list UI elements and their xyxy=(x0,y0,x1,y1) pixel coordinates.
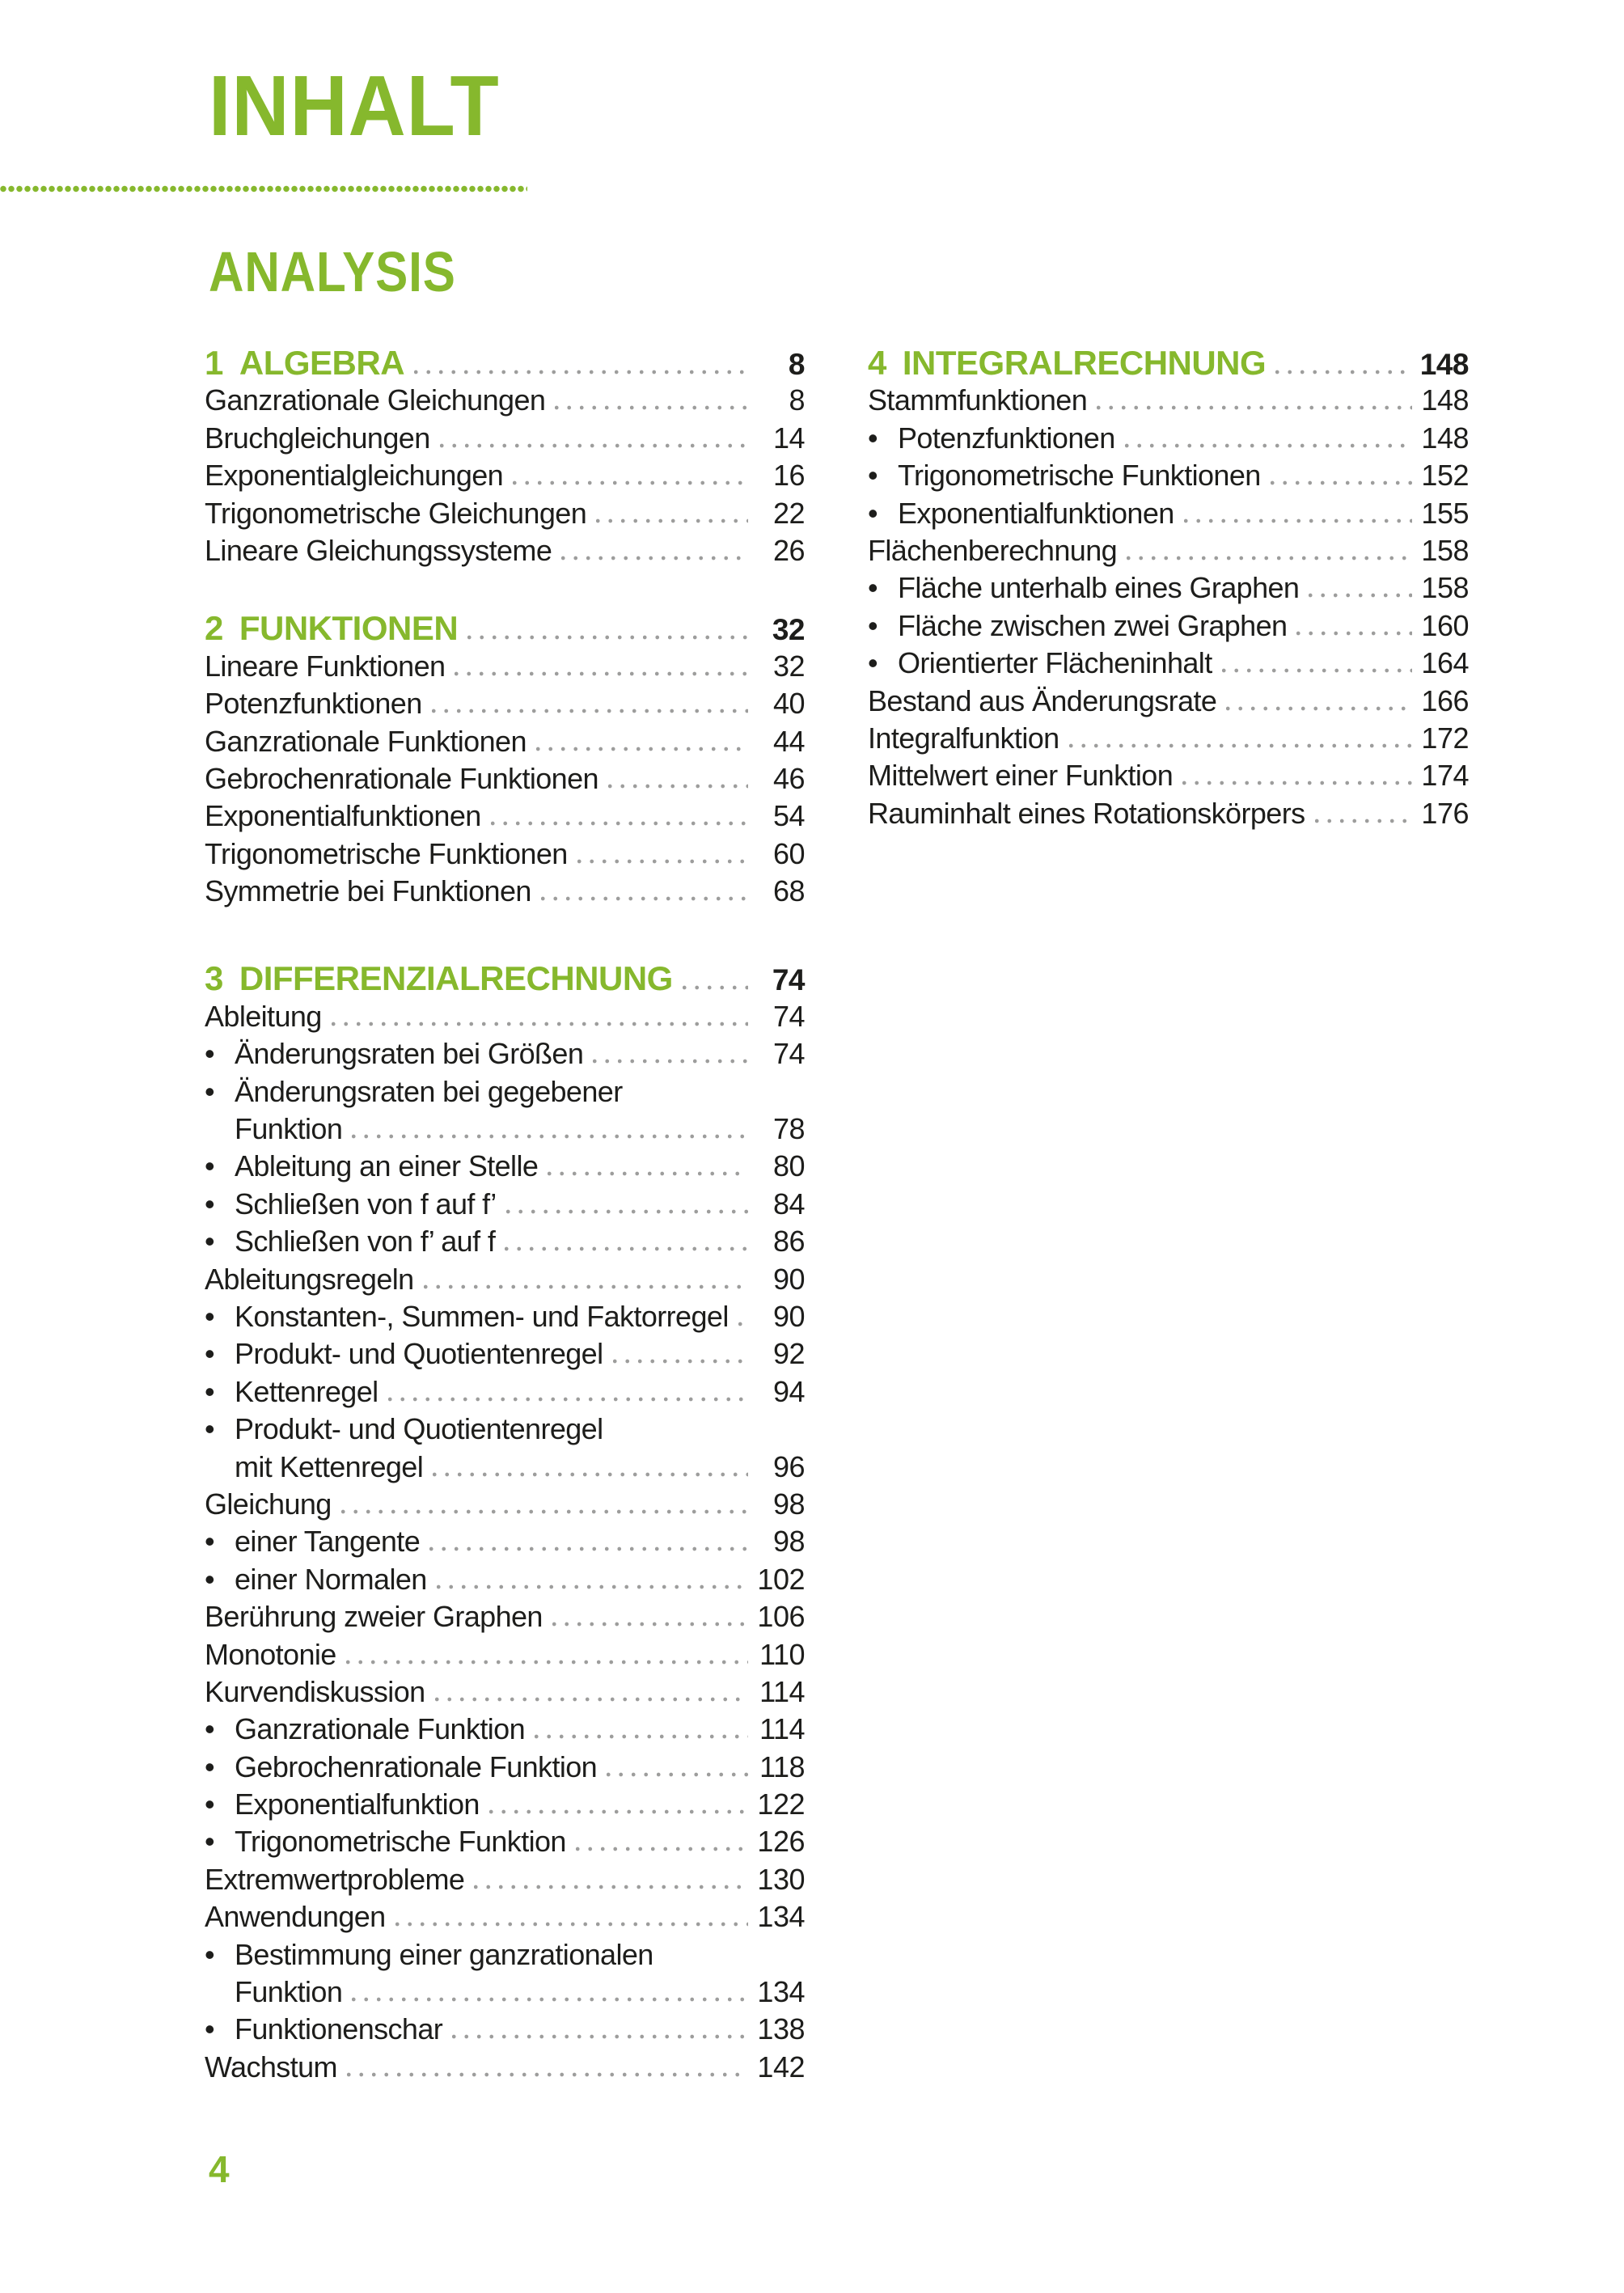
dot-leader xyxy=(346,1660,748,1665)
entry-label: Ganzrationale Funktion xyxy=(235,1712,526,1746)
entry-label: Funktion xyxy=(235,1112,343,1146)
entry-page-number: 98 xyxy=(772,1525,805,1559)
entry-page-number: 134 xyxy=(757,1900,805,1934)
toc-entry xyxy=(205,1936,805,1974)
entry-label: Produkt- und Quotientenregel xyxy=(235,1412,603,1446)
dot-leader xyxy=(1226,706,1412,711)
entry-label: Fläche zwischen zwei Graphen xyxy=(898,608,1288,642)
dot-leader xyxy=(1296,631,1412,636)
entry-page-number: 90 xyxy=(772,1262,805,1296)
dot-leader xyxy=(352,1997,748,2002)
entry-page-number: 94 xyxy=(772,1374,805,1408)
toc-entry xyxy=(205,1711,805,1748)
section-number: 3 xyxy=(205,959,223,998)
entry-label: einer Tangente xyxy=(235,1525,421,1559)
bullet-icon: • xyxy=(205,1525,215,1559)
toc-section-heading xyxy=(205,345,805,382)
dot-leader xyxy=(1309,593,1412,598)
entry-label: Integralfunktion xyxy=(868,721,1059,755)
entry-page-number: 90 xyxy=(772,1299,805,1333)
toc-entry xyxy=(205,1373,805,1411)
toc-entry xyxy=(205,1823,805,1860)
entry-page-number: 126 xyxy=(757,1825,805,1859)
entry-label: Lineare Gleichungssysteme xyxy=(205,533,552,567)
dot-leader xyxy=(491,821,748,826)
toc-entry xyxy=(205,1298,805,1335)
toc-entry xyxy=(205,1523,805,1560)
bullet-icon: • xyxy=(205,1937,215,1971)
dot-leader xyxy=(440,443,748,448)
entry-page-number: 16 xyxy=(772,459,805,493)
toc-entry xyxy=(205,1335,805,1373)
dot-leader xyxy=(432,709,748,713)
dot-leader xyxy=(555,405,748,410)
entry-label: Orientierter Flächeninhalt xyxy=(898,646,1212,680)
dot-leader xyxy=(332,1022,748,1026)
entry-page-number: 84 xyxy=(772,1187,805,1221)
toc-entry xyxy=(205,495,805,532)
section-page-number: 74 xyxy=(772,963,805,997)
dot-leader xyxy=(388,1397,748,1402)
entry-page-number: 92 xyxy=(772,1337,805,1371)
dot-leader xyxy=(506,1209,748,1214)
section-entries xyxy=(205,382,805,569)
dot-leader xyxy=(593,1059,748,1064)
entry-label: Bruchgleichungen xyxy=(205,421,430,455)
dot-leader xyxy=(395,1922,748,1927)
entry-label: Symmetrie bei Funktionen xyxy=(205,874,531,908)
entry-label: Exponentialgleichungen xyxy=(205,459,504,493)
entry-page-number: 106 xyxy=(757,1600,805,1634)
dot-leader xyxy=(1182,781,1412,785)
entry-page-number: 74 xyxy=(772,999,805,1033)
bullet-icon: • xyxy=(205,1562,215,1596)
entry-page-number: 60 xyxy=(772,836,805,870)
dot-leader xyxy=(1125,443,1412,448)
toc-section xyxy=(868,345,1469,832)
dot-leader xyxy=(1097,405,1412,410)
entry-label: Exponentialfunktionen xyxy=(898,496,1174,530)
entry-page-number: 174 xyxy=(1421,759,1469,793)
bullet-icon: • xyxy=(205,1299,215,1333)
dot-leader xyxy=(1069,743,1412,748)
toc-entry xyxy=(868,495,1469,532)
toc-entry xyxy=(205,873,805,910)
toc-entry xyxy=(205,1486,805,1523)
entry-page-number: 46 xyxy=(772,761,805,795)
entry-label: Gleichung xyxy=(205,1487,332,1521)
dot-leader xyxy=(683,985,748,990)
dot-leader xyxy=(1275,370,1412,374)
bullet-icon: • xyxy=(205,1149,215,1183)
dot-leader xyxy=(489,1809,748,1814)
entry-page-number: 176 xyxy=(1421,796,1469,830)
entry-label: Bestimmung einer ganzrationalen xyxy=(235,1937,653,1971)
entry-page-number: 74 xyxy=(772,1037,805,1071)
entry-page-number: 158 xyxy=(1421,571,1469,605)
entry-page-number: 118 xyxy=(759,1749,805,1783)
dot-leader xyxy=(548,1171,748,1176)
entry-label: Lineare Funktionen xyxy=(205,649,446,683)
entry-label: Funktionenschar xyxy=(235,2012,443,2046)
dot-leader xyxy=(414,370,748,374)
entry-label: Ableitung an einer Stelle xyxy=(235,1149,539,1183)
entry-page-number: 114 xyxy=(759,1712,805,1746)
toc-entry xyxy=(868,795,1469,832)
toc-entry xyxy=(205,1223,805,1260)
dot-leader xyxy=(1127,556,1412,561)
toc-entry xyxy=(868,420,1469,457)
entry-page-number: 44 xyxy=(772,724,805,758)
entry-page-number: 164 xyxy=(1421,646,1469,680)
entry-page-number: 32 xyxy=(772,649,805,683)
toc-column-left xyxy=(205,345,805,2086)
page-title: INHALT xyxy=(209,58,500,154)
dot-leader xyxy=(352,1134,748,1139)
dot-leader xyxy=(513,480,748,485)
chapter-group-title: ANALYSIS xyxy=(209,240,456,303)
entry-page-number: 172 xyxy=(1421,721,1469,755)
entry-page-number: 98 xyxy=(772,1487,805,1521)
toc-entry xyxy=(205,1861,805,1898)
toc-entry xyxy=(205,1449,805,1486)
entry-label: Trigonometrische Funktionen xyxy=(205,836,568,870)
entry-label: Monotonie xyxy=(205,1637,336,1671)
entry-page-number: 142 xyxy=(757,2050,805,2084)
dot-leader xyxy=(435,1697,748,1702)
entry-page-number: 152 xyxy=(1421,459,1469,493)
toc-section xyxy=(205,345,805,569)
toc-entry xyxy=(205,1111,805,1148)
section-entries xyxy=(205,998,805,2086)
bullet-icon: • xyxy=(868,496,878,530)
dot-leader xyxy=(577,859,748,864)
dot-leader xyxy=(608,784,748,789)
entry-page-number: 78 xyxy=(772,1112,805,1146)
dot-leader xyxy=(1184,518,1412,523)
dot-leader xyxy=(1271,480,1412,485)
section-page-number: 32 xyxy=(772,613,805,647)
entry-label: Schließen von f auf f’ xyxy=(235,1187,497,1221)
toc-entry xyxy=(205,1898,805,1936)
dot-leader xyxy=(607,1772,748,1777)
toc-section xyxy=(205,960,805,2086)
entry-label: einer Normalen xyxy=(235,1562,427,1596)
section-page-number: 8 xyxy=(788,348,805,381)
entry-page-number: 166 xyxy=(1421,683,1469,717)
dot-leader xyxy=(341,1509,748,1514)
entry-label: Gebrochenrationale Funktion xyxy=(235,1749,598,1783)
entry-label: Schließen von f’ auf f xyxy=(235,1225,496,1259)
entry-label: Exponentialfunktion xyxy=(235,1787,480,1821)
dot-leader xyxy=(596,518,748,523)
bullet-icon: • xyxy=(205,2012,215,2046)
entry-page-number: 138 xyxy=(757,2012,805,2046)
toc-entry xyxy=(205,1749,805,1786)
section-label xyxy=(868,345,1266,382)
entry-page-number: 68 xyxy=(772,874,805,908)
section-title: INTEGRALRECHNUNG xyxy=(902,344,1267,382)
entry-label: Änderungsraten bei gegebener xyxy=(235,1074,623,1108)
footer-page-number: 4 xyxy=(209,2148,230,2190)
dot-leader xyxy=(437,1584,748,1589)
toc-section-heading xyxy=(205,960,805,997)
toc-entry xyxy=(868,382,1469,419)
dot-leader xyxy=(552,1622,748,1627)
entry-label: Ganzrationale Funktionen xyxy=(205,724,527,758)
bullet-icon: • xyxy=(205,1225,215,1259)
toc-entry xyxy=(868,645,1469,682)
entry-page-number: 40 xyxy=(772,687,805,721)
toc-section xyxy=(205,610,805,910)
toc-entry xyxy=(868,607,1469,645)
entry-label: Bestand aus Änderungsrate xyxy=(868,683,1217,717)
entry-label: Extremwertprobleme xyxy=(205,1862,465,1896)
dot-leader xyxy=(613,1359,748,1364)
entry-page-number: 14 xyxy=(772,421,805,455)
toc-entry xyxy=(205,2049,805,2086)
entry-label: mit Kettenregel xyxy=(235,1449,424,1483)
toc-entry xyxy=(205,1673,805,1711)
dot-leader xyxy=(424,1284,748,1289)
entry-label: Rauminhalt eines Rotationskörpers xyxy=(868,796,1305,830)
entry-page-number: 160 xyxy=(1421,608,1469,642)
dot-leader xyxy=(474,1885,748,1889)
dot-leader xyxy=(576,1847,748,1851)
entry-label: Flächenberechnung xyxy=(868,533,1118,567)
section-title: DIFFERENZIALRECHNUNG xyxy=(239,959,673,998)
toc-entry xyxy=(205,2011,805,2048)
toc-entry xyxy=(205,797,805,835)
dot-leader xyxy=(467,635,748,640)
entry-page-number: 26 xyxy=(772,533,805,567)
toc-entry xyxy=(205,1561,805,1598)
entry-label: Anwendungen xyxy=(205,1900,386,1934)
entry-page-number: 54 xyxy=(772,799,805,833)
entry-label: Trigonometrische Gleichungen xyxy=(205,496,587,530)
entry-page-number: 122 xyxy=(757,1787,805,1821)
entry-page-number: 110 xyxy=(759,1637,805,1671)
dot-leader xyxy=(1222,668,1412,673)
dot-leader xyxy=(347,2072,748,2077)
toc-entry xyxy=(205,998,805,1035)
toc-entry xyxy=(868,757,1469,794)
dot-leader xyxy=(455,671,748,676)
toc-entry xyxy=(205,457,805,494)
section-title: ALGEBRA xyxy=(239,344,405,382)
dotted-rule xyxy=(0,185,527,192)
toc-entry xyxy=(205,723,805,760)
entry-label: Funktion xyxy=(235,1975,343,2009)
toc-entry xyxy=(205,760,805,797)
toc-section-heading xyxy=(868,345,1469,382)
bullet-icon: • xyxy=(205,1825,215,1859)
dot-leader xyxy=(535,1734,748,1739)
bullet-icon: • xyxy=(205,1712,215,1746)
toc-column-right xyxy=(868,345,1469,832)
toc-entry xyxy=(868,683,1469,720)
toc-entry xyxy=(868,457,1469,494)
bullet-icon: • xyxy=(205,1074,215,1108)
toc-section-heading xyxy=(205,610,805,647)
section-title: FUNKTIONEN xyxy=(239,609,459,648)
entry-label: Wachstum xyxy=(205,2050,337,2084)
dot-leader xyxy=(541,896,748,901)
toc-entry xyxy=(205,420,805,457)
dot-leader xyxy=(505,1246,748,1251)
toc-entry xyxy=(205,382,805,419)
section-label xyxy=(205,610,458,647)
entry-label: Gebrochenrationale Funktionen xyxy=(205,761,598,795)
toc-entry xyxy=(205,532,805,569)
entry-label: Kettenregel xyxy=(235,1374,379,1408)
toc-entry xyxy=(205,1974,805,2011)
toc-entry xyxy=(868,569,1469,607)
entry-page-number: 158 xyxy=(1421,533,1469,567)
entry-label: Mittelwert einer Funktion xyxy=(868,759,1174,793)
entry-label: Änderungsraten bei Größen xyxy=(235,1037,584,1071)
toc-entry xyxy=(205,1148,805,1185)
section-entries xyxy=(868,382,1469,832)
toc-entry xyxy=(205,1035,805,1072)
entry-label: Exponentialfunktionen xyxy=(205,799,481,833)
entry-page-number: 102 xyxy=(757,1562,805,1596)
entry-label: Ganzrationale Gleichungen xyxy=(205,383,546,417)
entry-page-number: 80 xyxy=(772,1149,805,1183)
entry-page-number: 155 xyxy=(1421,496,1469,530)
section-number: 4 xyxy=(868,344,886,382)
entry-page-number: 86 xyxy=(772,1225,805,1259)
section-label xyxy=(205,960,673,997)
entry-page-number: 96 xyxy=(772,1449,805,1483)
toc-entry xyxy=(205,1073,805,1111)
toc-entry xyxy=(868,532,1469,569)
entry-label: Produkt- und Quotientenregel xyxy=(235,1337,603,1371)
toc-entry xyxy=(868,720,1469,757)
section-number: 2 xyxy=(205,609,223,648)
bullet-icon: • xyxy=(205,1337,215,1371)
bullet-icon: • xyxy=(868,459,878,493)
bullet-icon: • xyxy=(205,1412,215,1446)
entry-label: Potenzfunktionen xyxy=(898,421,1115,455)
dot-leader xyxy=(429,1546,748,1551)
entry-label: Stammfunktionen xyxy=(868,383,1088,417)
entry-label: Kurvendiskussion xyxy=(205,1674,425,1708)
dot-leader xyxy=(433,1472,748,1477)
toc-entry xyxy=(205,648,805,685)
bullet-icon: • xyxy=(205,1187,215,1221)
bullet-icon: • xyxy=(205,1787,215,1821)
entry-label: Trigonometrische Funktionen xyxy=(898,459,1261,493)
toc-entry xyxy=(205,1261,805,1298)
entry-label: Konstanten-, Summen- und Faktorregel xyxy=(235,1299,729,1333)
entry-page-number: 148 xyxy=(1421,421,1469,455)
bullet-icon: • xyxy=(868,421,878,455)
bullet-icon: • xyxy=(868,608,878,642)
section-number: 1 xyxy=(205,344,223,382)
toc-entry xyxy=(205,1636,805,1673)
entry-label: Potenzfunktionen xyxy=(205,687,422,721)
bullet-icon: • xyxy=(205,1037,215,1071)
section-entries xyxy=(205,648,805,911)
toc-entry xyxy=(205,1186,805,1223)
bullet-icon: • xyxy=(868,571,878,605)
toc-entry xyxy=(205,685,805,722)
toc-entry xyxy=(205,1411,805,1448)
toc-entry xyxy=(205,1598,805,1635)
dot-leader xyxy=(738,1322,748,1326)
entry-page-number: 134 xyxy=(757,1975,805,2009)
bullet-icon: • xyxy=(205,1374,215,1408)
entry-page-number: 130 xyxy=(757,1862,805,1896)
dot-leader xyxy=(561,556,748,561)
bullet-icon: • xyxy=(868,646,878,680)
section-label xyxy=(205,345,404,382)
entry-page-number: 22 xyxy=(772,496,805,530)
entry-label: Trigonometrische Funktion xyxy=(235,1825,566,1859)
section-page-number: 148 xyxy=(1419,348,1469,381)
dot-leader xyxy=(536,747,748,751)
toc-entry xyxy=(205,1786,805,1823)
entry-page-number: 148 xyxy=(1421,383,1469,417)
entry-page-number: 114 xyxy=(759,1674,805,1708)
dot-leader xyxy=(1315,819,1413,823)
entry-label: Fläche unterhalb eines Graphen xyxy=(898,571,1300,605)
entry-page-number: 8 xyxy=(789,383,805,417)
entry-label: Berührung zweier Graphen xyxy=(205,1600,543,1634)
bullet-icon: • xyxy=(205,1749,215,1783)
toc-entry xyxy=(205,836,805,873)
entry-label: Ableitung xyxy=(205,999,322,1033)
entry-label: Ableitungsregeln xyxy=(205,1262,414,1296)
dot-leader xyxy=(452,2034,748,2039)
